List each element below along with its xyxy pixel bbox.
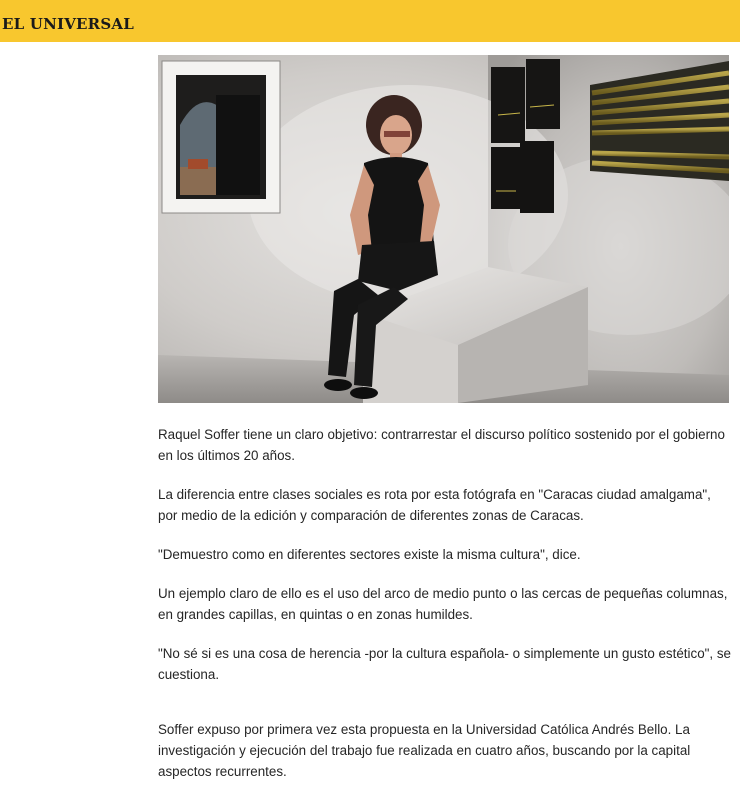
- article-paragraph: "Demuestro como en diferentes sectores existe la misma cultura", dice.: [158, 547, 581, 562]
- article-paragraph: "No sé si es una cosa de herencia -por la cultura española- o simplemente un gusto estético", se cuestiona.: [158, 646, 731, 682]
- article-paragraph: Un ejemplo claro de ello es el uso del arco de medio punto o las cercas de pequeñas columnas, en grandes capillas, en quintas o en zonas humildes.: [158, 586, 728, 622]
- site-logo[interactable]: EL UNIVERSAL: [2, 15, 134, 33]
- article-body: [158, 424, 733, 800]
- article-paragraph: La diferencia entre clases sociales es rota por esta fotógrafa en "Caracas ciudad amalgama", por medio de la edición y comparación de diferentes zonas de Caracas.: [158, 487, 711, 523]
- article-photo: [158, 55, 729, 403]
- site-header: [0, 0, 740, 42]
- article-paragraph: Raquel Soffer tiene un claro objetivo: contrarrestar el discurso político sostenido por el gobierno en los últimos 20 años.: [158, 427, 725, 463]
- article-paragraph: Soffer expuso por primera vez esta propuesta en la Universidad Católica Andrés Bello. La investigación y ejecución del trabajo fue realizada en cuatro años, buscando por la capital aspectos recurrentes.: [158, 722, 691, 779]
